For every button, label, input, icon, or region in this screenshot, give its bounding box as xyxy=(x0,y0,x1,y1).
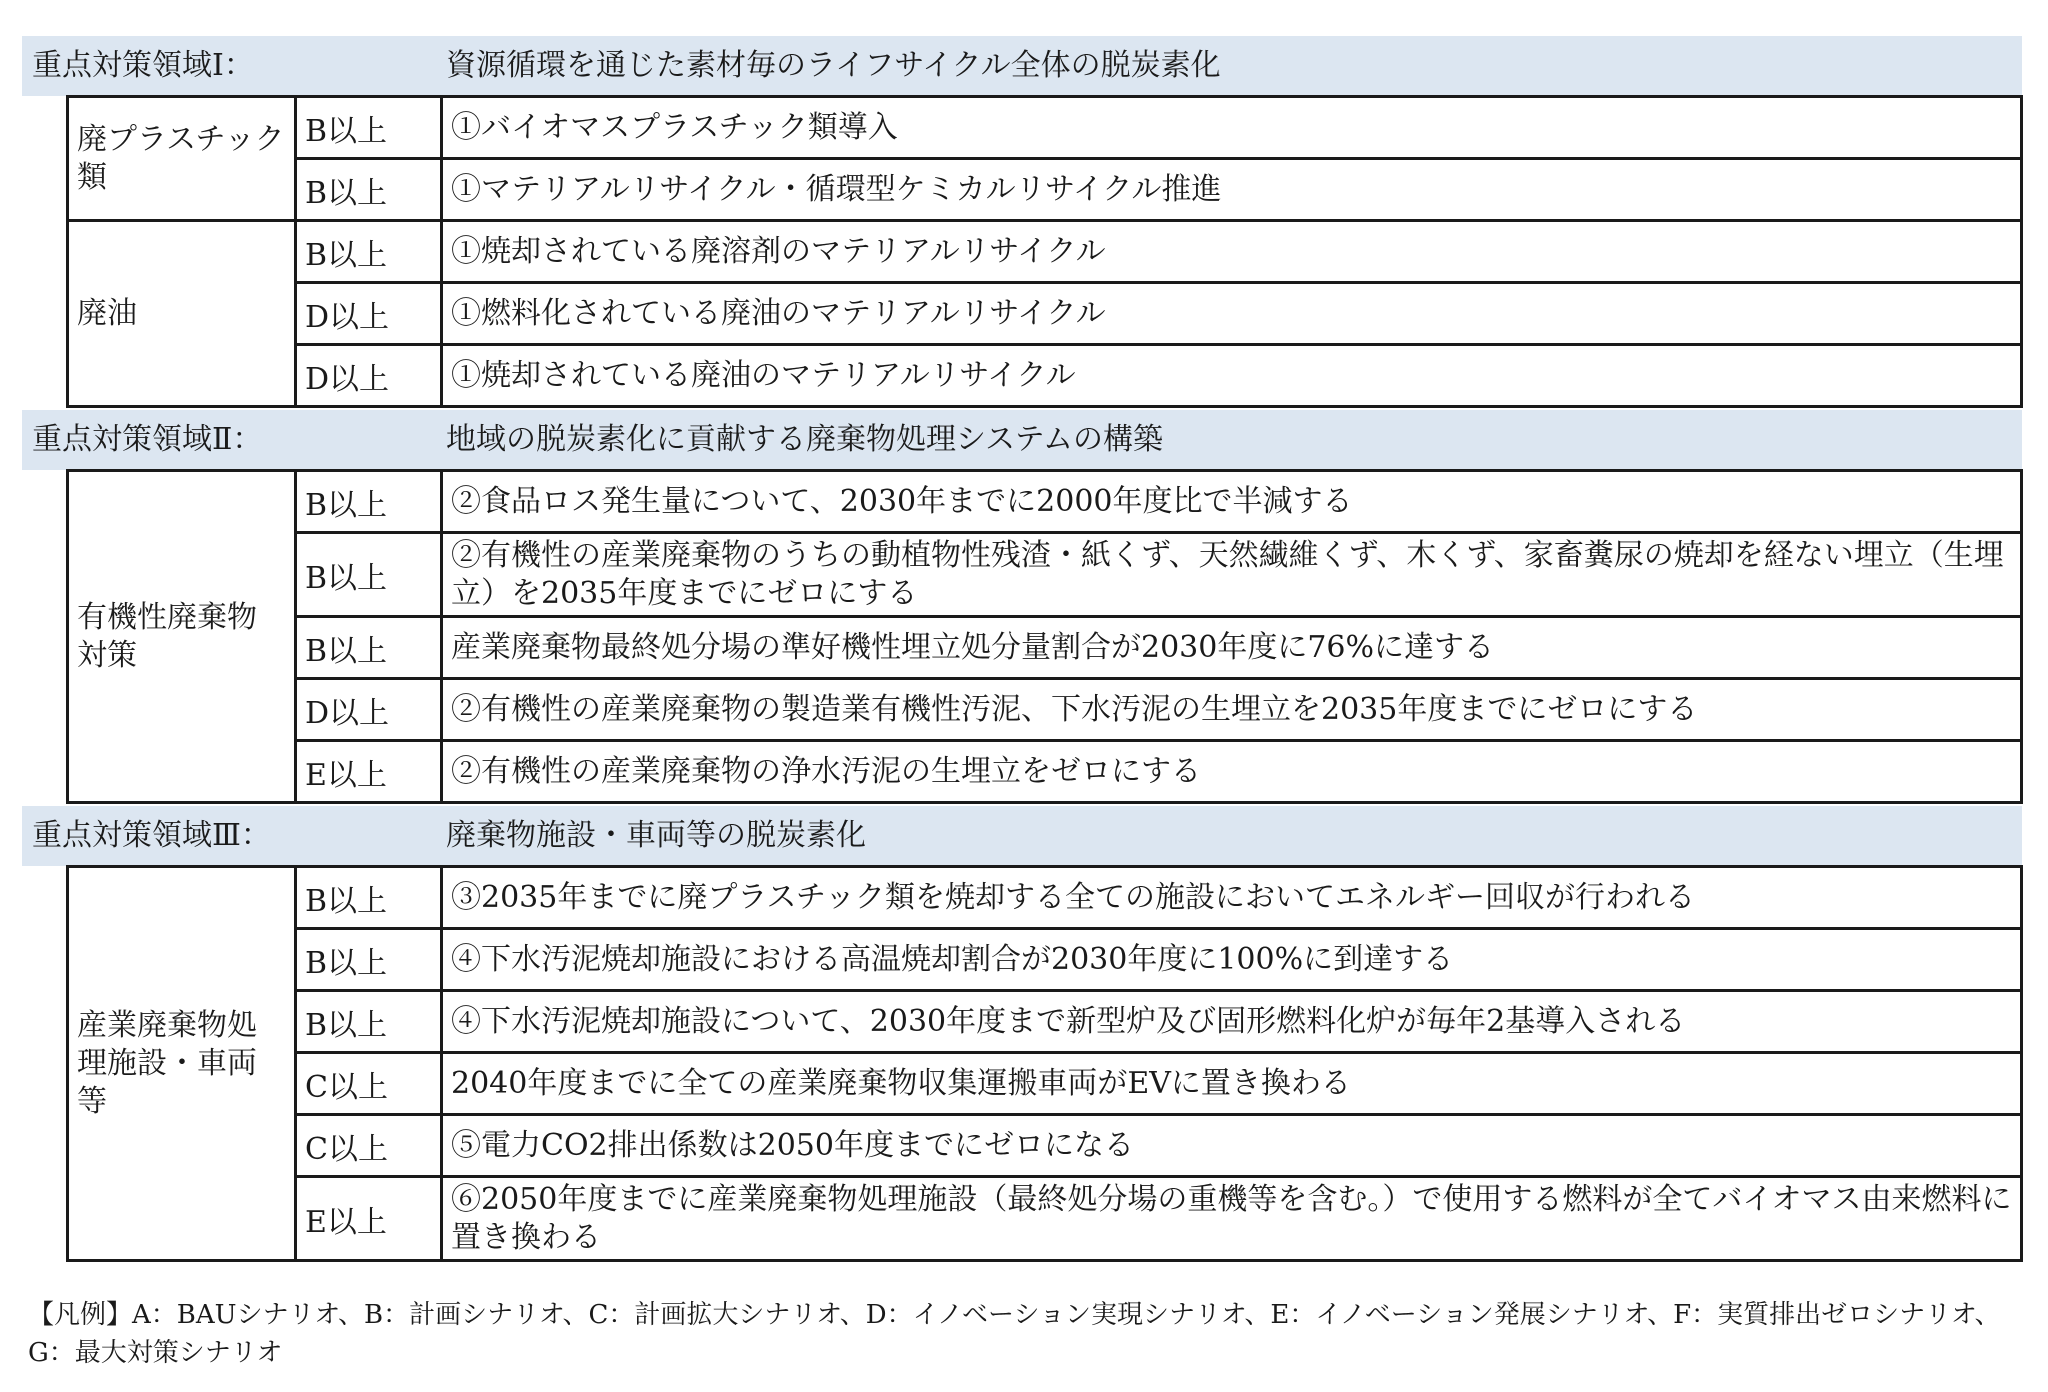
level-cell: D以上 xyxy=(296,345,442,407)
measure-cell: ①燃料化されている廃油のマテリアルリサイクル xyxy=(442,283,2022,345)
level-cell: C以上 xyxy=(296,1053,442,1115)
table-row xyxy=(68,533,2022,617)
level-cell: E以上 xyxy=(296,1177,442,1261)
measure-cell: ②有機性の産業廃棄物の浄水汚泥の生埋立をゼロにする xyxy=(442,741,2022,803)
level-cell: B以上 xyxy=(296,617,442,679)
section-2-table xyxy=(66,469,2023,804)
table-row xyxy=(68,159,2022,221)
level-cell: D以上 xyxy=(296,679,442,741)
section-header-2 xyxy=(22,410,2022,470)
level-cell: C以上 xyxy=(296,1115,442,1177)
section-label: 重点対策領域Ⅱ： xyxy=(32,422,263,457)
category-cell: 有機性廃棄物対策 xyxy=(68,471,296,803)
measure-cell: ③2035年までに廃プラスチック類を焼却する全ての施設においてエネルギー回収が行われる xyxy=(442,867,2022,929)
measure-cell: ②食品ロス発生量について、2030年までに2000年度比で半減する xyxy=(442,471,2022,533)
section-header-1 xyxy=(22,36,2022,96)
section-3-table xyxy=(66,865,2023,1262)
measure-cell: ②有機性の産業廃棄物の製造業有機性汚泥、下水汚泥の生埋立を2035年度までにゼロにする xyxy=(442,679,2022,741)
table-row xyxy=(68,1177,2022,1261)
level-cell: B以上 xyxy=(296,991,442,1053)
category-cell: 産業廃棄物処理施設・車両等 xyxy=(68,867,296,1261)
table-row xyxy=(68,1053,2022,1115)
table-row xyxy=(68,221,2022,283)
table-row xyxy=(68,741,2022,803)
section-title: 廃棄物施設・車両等の脱炭素化 xyxy=(446,818,866,853)
level-cell: B以上 xyxy=(296,97,442,159)
measure-cell: 2040年度までに全ての産業廃棄物収集運搬車両がEVに置き換わる xyxy=(442,1053,2022,1115)
table-row xyxy=(68,1115,2022,1177)
measure-cell: ①マテリアルリサイクル・循環型ケミカルリサイクル推進 xyxy=(442,159,2022,221)
measure-cell: ⑤電力CO2排出係数は2050年度までにゼロになる xyxy=(442,1115,2022,1177)
table-row xyxy=(68,867,2022,929)
section-label: 重点対策領域Ⅰ： xyxy=(32,48,254,83)
section-1-table xyxy=(66,95,2023,408)
level-cell: B以上 xyxy=(296,533,442,617)
category-cell: 廃プラスチック類 xyxy=(68,97,296,221)
measure-cell: 産業廃棄物最終処分場の準好機性埋立処分量割合が2030年度に76%に達する xyxy=(442,617,2022,679)
level-cell: B以上 xyxy=(296,867,442,929)
table-row xyxy=(68,617,2022,679)
measure-cell: ④下水汚泥焼却施設について、2030年度まで新型炉及び固形燃料化炉が毎年2基導入される xyxy=(442,991,2022,1053)
legend-note: 【凡例】A：BAUシナリオ、B：計画シナリオ、C：計画拡大シナリオ、D：イノベーション実現シナリオ、E：イノベーション発展シナリオ、F：実質排出ゼロシナリオ、G：最大対策シナリオ xyxy=(28,1300,2001,1368)
table-row xyxy=(68,283,2022,345)
measure-cell: ⑥2050年度までに産業廃棄物処理施設（最終処分場の重機等を含む。）で使用する燃料が全てバイオマス由来燃料に置き換わる xyxy=(442,1177,2022,1261)
level-cell: B以上 xyxy=(296,159,442,221)
level-cell: B以上 xyxy=(296,471,442,533)
level-cell: E以上 xyxy=(296,741,442,803)
level-cell: B以上 xyxy=(296,221,442,283)
table-row xyxy=(68,97,2022,159)
section-title: 資源循環を通じた素材毎のライフサイクル全体の脱炭素化 xyxy=(446,48,1221,83)
level-cell: D以上 xyxy=(296,283,442,345)
measure-cell: ④下水汚泥焼却施設における高温焼却割合が2030年度に100%に到達する xyxy=(442,929,2022,991)
measure-cell: ①焼却されている廃油のマテリアルリサイクル xyxy=(442,345,2022,407)
table-row xyxy=(68,679,2022,741)
section-title: 地域の脱炭素化に貢献する廃棄物処理システムの構築 xyxy=(446,422,1163,457)
section-header-3 xyxy=(22,806,2022,866)
level-cell: B以上 xyxy=(296,929,442,991)
table-row xyxy=(68,471,2022,533)
section-label: 重点対策領域Ⅲ： xyxy=(32,818,271,853)
table-row xyxy=(68,929,2022,991)
table-row xyxy=(68,991,2022,1053)
measure-cell: ①焼却されている廃溶剤のマテリアルリサイクル xyxy=(442,221,2022,283)
measure-cell: ①バイオマスプラスチック類導入 xyxy=(442,97,2022,159)
category-cell: 廃油 xyxy=(68,221,296,407)
table-row xyxy=(68,345,2022,407)
measure-cell: ②有機性の産業廃棄物のうちの動植物性残渣・紙くず、天然繊維くず、木くず、家畜糞尿の焼却を経ない埋立（生埋立）を2035年度までにゼロにする xyxy=(442,533,2022,617)
